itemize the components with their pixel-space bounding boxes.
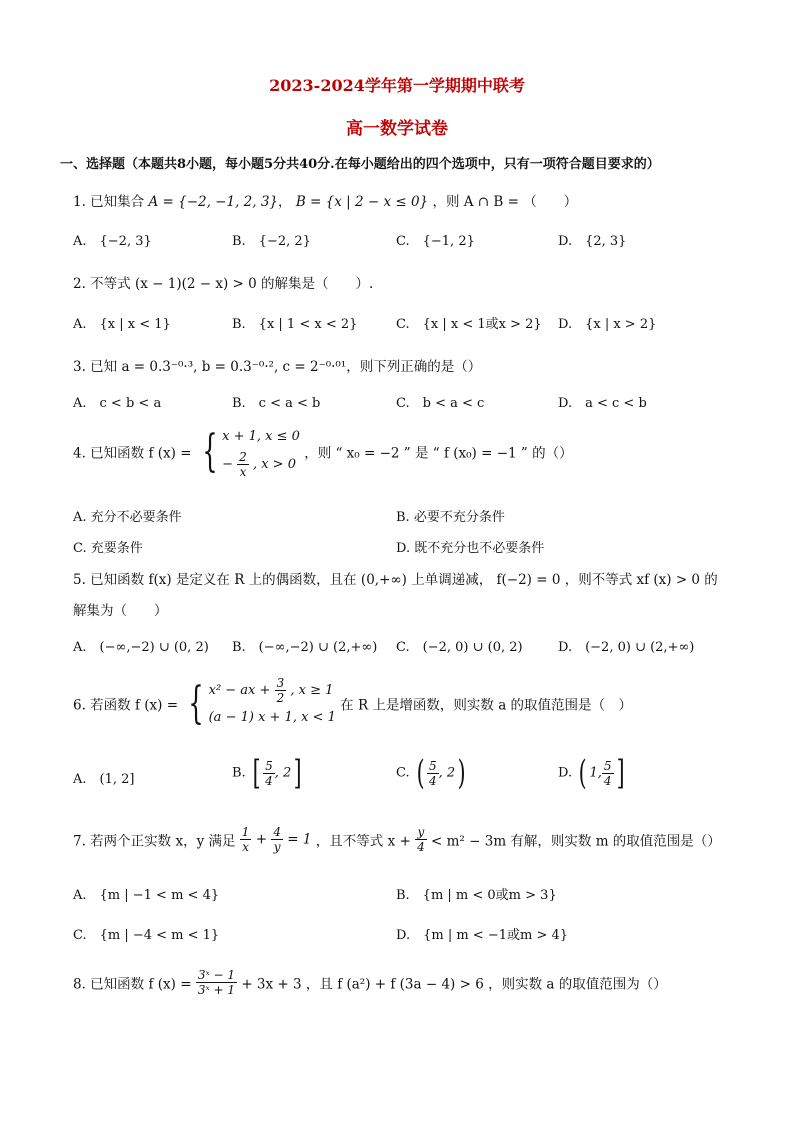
q6-option-c-label: C. [396, 765, 410, 781]
q4-frac-den: x [239, 465, 247, 479]
q2-option-b: B. {x | 1 < x < 2} [232, 317, 358, 332]
q6-fraction [275, 676, 287, 705]
q3-option-b: B. c < a < b [232, 396, 321, 411]
q6-b-bracket-right: ] [293, 753, 302, 793]
q7-f1-den: x [242, 840, 249, 854]
question-7 [73, 825, 721, 854]
q6-case-2: (a − 1) x + 1, x < 1 [208, 710, 336, 725]
section-heading: 一、选择题（本题共8小题，每小题5分共40分.在每小题给出的四个选项中，只有一项符合题目要求的） [60, 157, 660, 172]
q8-fraction [196, 968, 237, 997]
q7-plus: + [255, 831, 268, 848]
q7-mid: ，且不等式 x + [315, 833, 411, 850]
question-2: 2. 不等式 (x − 1)(2 − x) > 0 的解集是（ ）. [73, 276, 374, 292]
q6-b-den: 4 [265, 773, 273, 788]
q6-option-b-label: B. [232, 765, 246, 781]
q6-suffix: 在 R 上是增函数，则实数 a 的取值范围是（ ） [340, 697, 633, 714]
question-8 [73, 968, 667, 997]
q4-frac-num: 2 [239, 450, 247, 464]
exam-subtitle: 高一数学试卷 [346, 119, 448, 139]
q6-frac-num: 3 [276, 676, 285, 690]
question-5-line-2: 解集为（ ） [73, 603, 168, 619]
q1-set-a: A = {−2, −1, 2, 3} [148, 194, 279, 210]
q4-option-a: A. 充分不必要条件 [73, 510, 182, 525]
q6-c-paren-right: ) [457, 753, 466, 793]
q1-option-a: A. {−2, 3} [73, 234, 152, 249]
q1-option-c: C. {−1, 2} [396, 234, 475, 249]
q8-prefix: 8. 已知函数 f (x) = [73, 976, 192, 993]
q4-suffix: ，则 “ x₀ = −2 ” 是 “ f (x₀) = −1 ” 的（） [304, 445, 573, 462]
q7-eq: = 1 [287, 831, 312, 848]
q2-option-c: C. {x | x < 1或x > 2} [396, 317, 542, 332]
q6-d-fraction [602, 759, 614, 788]
q7-frac-3 [415, 825, 427, 854]
q7-f1-num: 1 [241, 825, 250, 839]
q6-d-den: 4 [603, 773, 612, 788]
q1-set-b: B = {x | 2 − x ≤ 0} [295, 194, 429, 210]
q7-prefix: 7. 若两个正实数 x，y 满足 [73, 833, 236, 850]
q6-c-fraction [427, 759, 439, 788]
question-1: 1. 已知集合 A = {−2, −1, 2, 3}， B = {x | 2 − x ≤ 0} ，则 A ∩ B = （ ） [73, 194, 578, 210]
q6-cases [209, 676, 336, 731]
q7-frac-2 [271, 825, 283, 854]
q5-option-c: C. (−2, 0) ∪ (0, 2) [396, 640, 523, 655]
q3-option-a: A. c < b < a [73, 396, 162, 411]
q3-option-c: C. b < a < c [396, 396, 485, 411]
q6-brace: { [188, 677, 205, 729]
question-4 [73, 424, 573, 479]
q6-case-1-expr: x² − ax + [208, 683, 271, 698]
q6-c-upper: , 2 [438, 765, 456, 781]
q6-d-lower: 1, [589, 765, 602, 781]
q4-option-d: D. 既不充分也不必要条件 [396, 541, 545, 556]
q8-num: 3ˣ − 1 [197, 968, 236, 982]
q6-c-den: 4 [429, 773, 437, 788]
q6-d-bracket-right: ] [616, 753, 625, 793]
q6-option-c [396, 753, 468, 793]
q2-option-a: A. {x | x < 1} [73, 317, 171, 332]
q4-option-c: C. 充要条件 [73, 541, 143, 556]
q6-b-fraction [263, 759, 275, 788]
question-6 [73, 676, 632, 731]
q6-d-paren-left: ( [578, 753, 587, 793]
question-5-line-1: 5. 已知函数 f(x) 是定义在 R 上的偶函数，且在 (0,+∞) 上单调递减， f(−2) = 0 ，则不等式 xf (x) > 0 的 [73, 572, 718, 588]
q1-prefix: 1. 已知集合 [73, 194, 145, 210]
q7-suffix: < m² − 3m 有解，则实数 m 的取值范围是（） [431, 833, 721, 850]
q6-b-num: 5 [265, 758, 273, 773]
q4-option-b: B. 必要不充分条件 [396, 510, 505, 525]
q8-suffix: + 3x + 3 ，且 f (a²) + f (3a − 4) > 6 ，则实数 a 的取值范围为（） [241, 976, 667, 993]
q6-d-num: 5 [603, 758, 612, 773]
q6-option-b [232, 753, 305, 793]
q7-option-d: D. {m | m < −1或m > 4} [396, 928, 569, 943]
q7-f2-num: 4 [273, 825, 281, 839]
q3-option-d: D. a < c < b [558, 396, 647, 411]
q4-fraction [237, 450, 249, 479]
q4-case-1: x + 1, x ≤ 0 [222, 429, 300, 444]
q8-den: 3ˣ + 1 [197, 983, 236, 997]
q6-option-d [558, 753, 627, 793]
q7-option-b: B. {m | m < 0或m > 3} [396, 888, 557, 903]
q5-option-d: D. (−2, 0) ∪ (2,+∞) [558, 640, 695, 655]
q5-option-a: A. (−∞,−2) ∪ (0, 2) [73, 640, 209, 655]
q7-f2-den: y [273, 840, 281, 854]
q2-option-d: D. {x | x > 2} [558, 317, 657, 332]
q7-option-a: A. {m | −1 < m < 4} [73, 888, 220, 903]
q5-option-b: B. (−∞,−2) ∪ (2,+∞) [232, 640, 378, 655]
q6-option-a: A. (1, 2] [73, 772, 135, 787]
q1-option-d: D. {2, 3} [558, 234, 627, 249]
q7-f3-num: y [415, 825, 427, 840]
exam-title: 2023-2024学年第一学期期中联考 [269, 76, 525, 95]
q6-b-bracket-left: [ [252, 753, 261, 793]
q6-option-d-label: D. [558, 765, 573, 781]
q7-option-c: C. {m | −4 < m < 1} [73, 928, 220, 943]
q7-f3-den: 4 [417, 840, 425, 854]
q4-case-2-sign: − [222, 457, 234, 472]
q6-c-paren-left: ( [416, 753, 425, 793]
q6-c-num: 5 [429, 758, 437, 773]
q6-frac-den: 2 [276, 691, 285, 705]
q6-case-1-cond: , x ≥ 1 [290, 683, 334, 698]
q4-cases [222, 424, 300, 479]
q1-suffix: ，则 A ∩ B = （ ） [432, 194, 578, 210]
q4-case-2-cond: , x > 0 [252, 457, 296, 472]
q1-option-b: B. {−2, 2} [232, 234, 311, 249]
q7-frac-1 [240, 825, 252, 854]
question-3: 3. 已知 a = 0.3⁻⁰·³, b = 0.3⁻⁰·², c = 2⁻⁰·⁰¹，则下列正确的是（） [73, 359, 482, 375]
q6-b-upper: , 2 [274, 765, 292, 781]
q4-brace: { [202, 425, 218, 477]
q6-prefix: 6. 若函数 f (x) = [73, 697, 179, 714]
q4-prefix: 4. 已知函数 f (x) = [73, 445, 192, 462]
